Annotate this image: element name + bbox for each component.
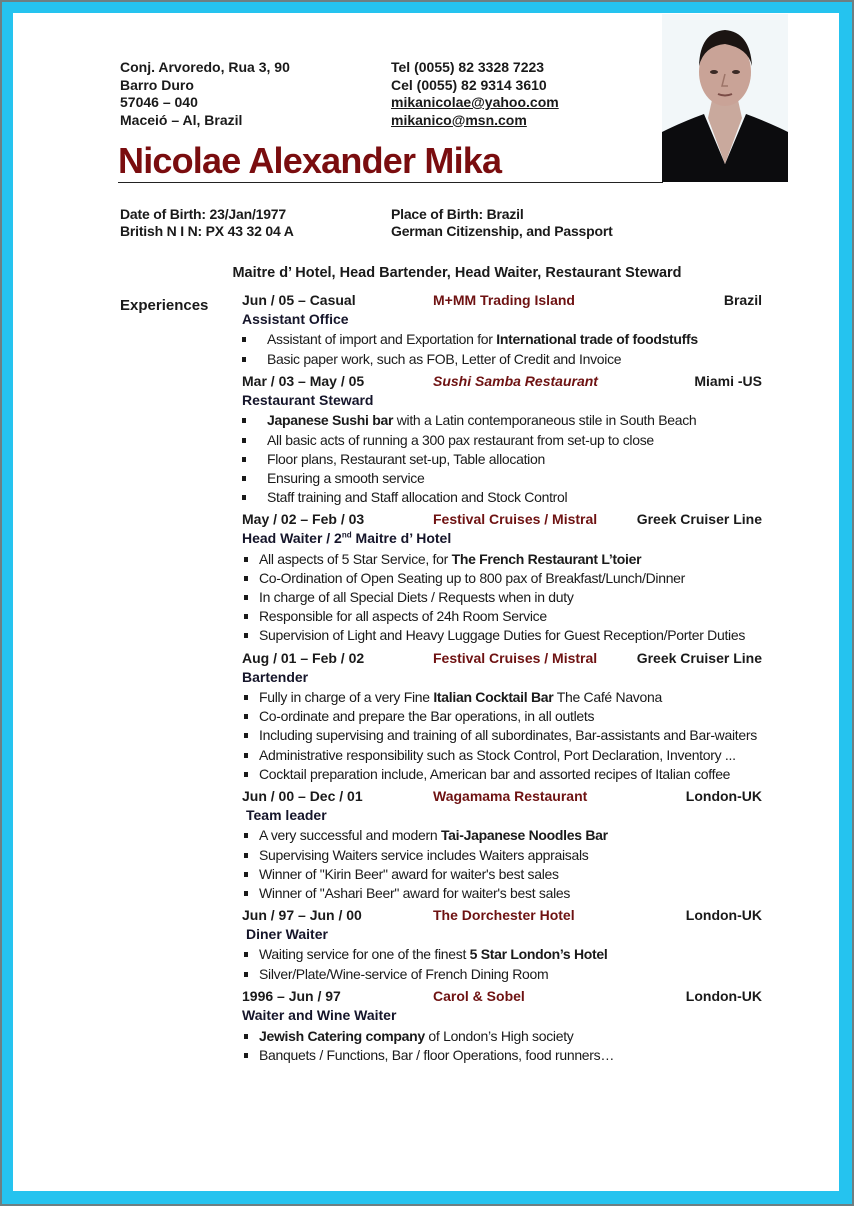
- list-item: Co-ordinate and prepare the Bar operations, in all outlets: [244, 708, 594, 724]
- professional-headline: Maitre d’ Hotel, Head Bartender, Head Waiter, Restaurant Steward: [232, 265, 682, 281]
- phone-cel: Cel (0055) 82 9314 3610: [391, 76, 547, 93]
- bullet-square-icon: [242, 476, 246, 481]
- bullet-square-icon: [244, 853, 248, 858]
- bullet-square-icon: [244, 733, 248, 738]
- job-company: M+MM Trading Island: [433, 292, 575, 308]
- bullet-square-icon: [244, 872, 248, 877]
- person-portrait-icon: [662, 14, 788, 182]
- job-company: Festival Cruises / Mistral: [433, 511, 598, 527]
- list-item: Jewish Catering company of London’s High society: [244, 1028, 574, 1044]
- place-of-birth: Place of Birth: Brazil: [391, 206, 524, 222]
- bullet-square-icon: [244, 633, 248, 638]
- list-item: All basic acts of running a 300 pax restaurant from set-up to close: [242, 432, 654, 448]
- job-location: London-UK: [685, 907, 762, 923]
- job-dates: Jun / 97 – Jun / 00: [242, 907, 362, 923]
- list-item: Ensuring a smooth service: [242, 470, 424, 486]
- bullet-square-icon: [244, 972, 248, 977]
- job-dates: Mar / 03 – May / 05: [242, 373, 365, 389]
- email-link-msn[interactable]: mikanico@msn.com: [391, 111, 527, 128]
- bullet-square-icon: [242, 418, 246, 423]
- list-item: A very successful and modern Tai-Japanese Noodles Bar: [244, 827, 608, 843]
- bullet-square-icon: [244, 695, 248, 700]
- job-header: [242, 907, 762, 925]
- bullet-square-icon: [242, 337, 246, 342]
- section-title-experiences: Experiences: [120, 297, 209, 314]
- list-item: Winner of "Kirin Beer" award for waiter's best sales: [244, 866, 559, 882]
- bullet-square-icon: [242, 357, 246, 362]
- list-item: Co-Ordination of Open Seating up to 800 pax of Breakfast/Lunch/Dinner: [244, 570, 685, 586]
- job-header: [242, 988, 762, 1006]
- job-header: [242, 650, 762, 668]
- bullet-square-icon: [244, 1034, 248, 1039]
- bullet-square-icon: [244, 557, 248, 562]
- bullet-square-icon: [242, 438, 246, 443]
- personal-left: [120, 206, 294, 240]
- date-of-birth: Date of Birth: 23/Jan/1977: [120, 206, 286, 222]
- address-line: Conj. Arvoredo, Rua 3, 90: [120, 59, 290, 75]
- job-title: Assistant Office: [242, 311, 349, 327]
- list-item: In charge of all Special Diets / Requests when in duty: [244, 589, 574, 605]
- address-line: 57046 – 040: [120, 94, 198, 110]
- job-location: Greek Cruiser Line: [636, 511, 762, 527]
- bullet-square-icon: [242, 495, 246, 500]
- list-item: Assistant of import and Exportation for International trade of foodstuffs: [242, 331, 698, 347]
- job-dates: 1996 – Jun / 97: [242, 988, 341, 1004]
- address-block: [120, 59, 290, 129]
- job-dates: Jun / 05 – Casual: [242, 292, 356, 308]
- bullet-square-icon: [244, 772, 248, 777]
- personal-right: [391, 206, 613, 240]
- list-item: All aspects of 5 Star Service, for The French Restaurant L’toier: [244, 551, 641, 567]
- list-item: Responsible for all aspects of 24h Room Service: [244, 608, 547, 624]
- contact-block: [391, 59, 559, 129]
- list-item: Banquets / Functions, Bar / floor Operations, food runners…: [244, 1047, 614, 1063]
- job-header: [242, 292, 762, 310]
- job-location: Greek Cruiser Line: [636, 650, 762, 666]
- national-insurance-number: British N I N: PX 43 32 04 A: [120, 223, 294, 239]
- list-item: Administrative responsibility such as Stock Control, Port Declaration, Inventory ...: [244, 747, 736, 763]
- job-header: [242, 373, 762, 391]
- list-item: Silver/Plate/Wine-service of French Dining Room: [244, 966, 548, 982]
- list-item: Cocktail preparation include, American bar and assorted recipes of Italian coffee: [244, 766, 730, 782]
- bullet-square-icon: [244, 595, 248, 600]
- job-title: Restaurant Steward: [242, 392, 374, 408]
- bullet-square-icon: [244, 753, 248, 758]
- job-location: London-UK: [685, 988, 762, 1004]
- job-company: The Dorchester Hotel: [433, 907, 575, 923]
- list-item: Supervising Waiters service includes Waiters appraisals: [244, 847, 588, 863]
- bullet-square-icon: [244, 576, 248, 581]
- list-item: Winner of "Ashari Beer" award for waiter's best sales: [244, 885, 570, 901]
- job-title: Waiter and Wine Waiter: [242, 1007, 397, 1023]
- list-item: Supervision of Light and Heavy Luggage Duties for Guest Reception/Porter Duties: [244, 627, 745, 643]
- list-item: Floor plans, Restaurant set-up, Table allocation: [242, 451, 545, 467]
- bullet-square-icon: [244, 952, 248, 957]
- job-company: Sushi Samba Restaurant: [433, 373, 598, 389]
- list-item: Staff training and Staff allocation and Stock Control: [242, 489, 567, 505]
- bullet-square-icon: [244, 714, 248, 719]
- job-title: Head Waiter / 2nd Maitre d’ Hotel: [242, 530, 452, 546]
- address-line: Maceió – Al, Brazil: [120, 111, 243, 128]
- job-header: [242, 788, 762, 806]
- list-item: Basic paper work, such as FOB, Letter of Credit and Invoice: [242, 351, 621, 367]
- address-line: Barro Duro: [120, 76, 194, 93]
- candidate-name: Nicolae Alexander Mika: [118, 140, 502, 181]
- job-dates: May / 02 – Feb / 03: [242, 511, 365, 527]
- email-link-yahoo[interactable]: mikanicolae@yahoo.com: [391, 94, 559, 110]
- bullet-square-icon: [244, 614, 248, 619]
- name-divider: [118, 182, 663, 183]
- citizenship: German Citizenship, and Passport: [391, 223, 613, 239]
- job-company: Wagamama Restaurant: [433, 788, 588, 804]
- bullet-square-icon: [242, 457, 246, 462]
- job-company: Festival Cruises / Mistral: [433, 650, 598, 666]
- job-location: London-UK: [685, 788, 762, 804]
- job-location: Brazil: [723, 292, 762, 308]
- job-dates: Aug / 01 – Feb / 02: [242, 650, 365, 666]
- bullet-square-icon: [244, 833, 248, 838]
- list-item: Waiting service for one of the finest 5 Star London’s Hotel: [244, 946, 608, 962]
- job-dates: Jun / 00 – Dec / 01: [242, 788, 363, 804]
- list-item: Japanese Sushi bar with a Latin contemporaneous stile in South Beach: [242, 412, 696, 428]
- job-header: [242, 511, 762, 529]
- job-title: Team leader: [246, 807, 327, 823]
- phone-tel: Tel (0055) 82 3328 7223: [391, 59, 545, 75]
- list-item: Fully in charge of a very Fine Italian Cocktail Bar The Café Navona: [244, 689, 662, 705]
- job-location: Miami -US: [694, 373, 762, 389]
- job-title: Diner Waiter: [246, 926, 328, 942]
- profile-photo: [662, 14, 788, 182]
- list-item: Including supervising and training of all subordinates, Bar-assistants and Bar-waiters: [244, 727, 757, 743]
- bullet-square-icon: [244, 891, 248, 896]
- job-company: Carol & Sobel: [433, 988, 525, 1004]
- bullet-square-icon: [244, 1053, 248, 1058]
- job-title: Bartender: [242, 669, 309, 685]
